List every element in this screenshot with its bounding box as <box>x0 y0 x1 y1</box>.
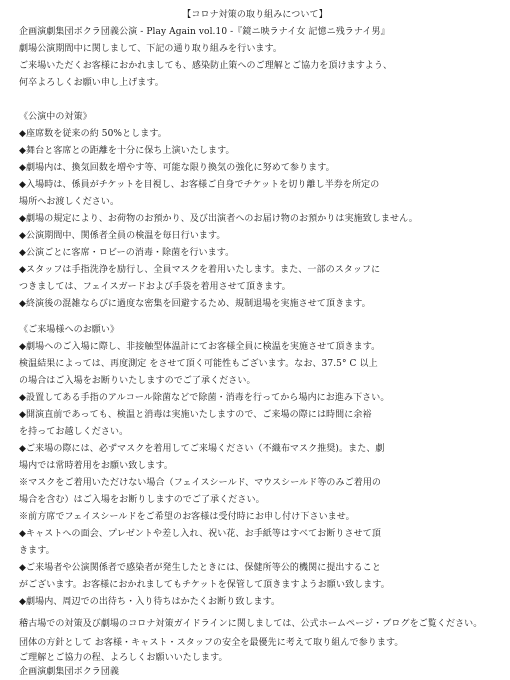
request-line: ◆キャストへの面会、プレゼントや差し入れ、祝い花、お手紙等はすべてお断りさせて頂 <box>19 529 381 539</box>
request-line: ◆劇場内、周辺での出待ち・入り待ちはかたくお断り致します。 <box>19 597 281 607</box>
request-line: きます。 <box>19 546 55 556</box>
intro-line: 劇場公演期間中に関しまして、下記の通り取り組みを行います。 <box>19 44 283 54</box>
measure-line: ◆座席数を従来の約 50%とします。 <box>19 129 167 139</box>
intro-line: 企画演劇集団ボクラ団義公演 - Play Again vol.10 -『鏡ニ映ラナイ女 記憶ニ残ラナイ男』 <box>19 27 390 37</box>
measure-line: ◆スタッフは手指洗浄を励行し、全員マスクを着用いたします。また、一部のスタッフに <box>19 265 381 275</box>
request-line: 検温結果によっては、再度測定 をさせて頂く可能性もございます。なお、37.5° C 以上 <box>19 359 378 369</box>
measure-line: ◆入場時は、係員がチケットを目視し、お客様ご自身でチケットを切り離し半券を所定の <box>19 180 380 190</box>
measure-line: ◆公演期間中、関係者全員の検温を毎日行います。 <box>19 231 226 241</box>
request-line: ◆劇場へのご入場に際し、非接触型体温計にてお客様全員に検温を実施させて頂きます。 <box>19 342 381 352</box>
request-line: ※前方席でフェイスシールドをご希望のお客様は受付時にお申し付け下さいませ。 <box>19 512 355 522</box>
request-line: の場合はご入場をお断りいたしますのでご了承ください。 <box>19 376 256 386</box>
measure-line: ◆劇場の規定により、お荷物のお預かり、及び出演者へのお届け物のお預かりは実施致しません。 <box>19 214 418 224</box>
notice-title: 【コロナ対策の取り組みについて】 <box>182 10 328 20</box>
closing-line: ご理解とご協力の程、よろしくお願いいたします。 <box>19 653 228 663</box>
intro-line: 何卒よろしくお願い申し上げます。 <box>19 78 164 88</box>
measure-line: ◆劇場内は、換気回数を増やす等、可能な限り換気の強化に努めて参ります。 <box>19 163 335 173</box>
closing-line: 団体の方針として お客様・キャスト・スタッフの安全を最優先に考えて取り組んで参ります。 <box>19 638 404 648</box>
measure-line: ◆終演後の混雑ならびに過度な密集を回避するため、規制退場を実施させて頂きます。 <box>19 299 371 309</box>
request-line: ◆ご来場者や公演関係者で感染者が発生したときには、保健所等公的機関に提出すること <box>19 563 381 573</box>
request-line: ◆開演直前であっても、検温と消毒は実施いたしますので、ご来場の際には時間に余裕 <box>19 410 372 420</box>
request-line: ◆ご来場の際には、必ずマスクを着用してご来場ください（不織布マスク推奨)。また、劇 <box>19 444 385 454</box>
organizer-signature: 企画演劇集団ボクラ団義 <box>19 667 120 677</box>
request-line: 場合を含む）はご入場をお断りしますのでご了承ください。 <box>19 495 265 505</box>
measure-line: つきましては、フェイスガードおよび手袋を着用させて頂きます。 <box>19 282 291 292</box>
intro-line: ご来場いただくお客様におかれましても、感染防止策へのご理解とご協力を頂けますよう、 <box>19 61 393 71</box>
request-line: を持ってお越しください。 <box>19 427 129 437</box>
request-line: ◆設置してある手指のアルコール除菌などで除菌・消毒を行ってから場内にお進み下さい。 <box>19 393 390 403</box>
section-heading-visitor-requests: 《ご来場様へのお願い》 <box>19 325 120 335</box>
request-line: がございます。お客様におかれましてもチケットを保管して頂きますようお願い致します。 <box>19 580 390 590</box>
guidelines-note: 稽古場での対策及び劇場のコロナ対策ガイドラインに関しましては、公式ホームページ・ブログをご覧ください。 <box>19 619 483 629</box>
measure-line: 場所へお渡しください。 <box>19 197 120 207</box>
section-heading-during-performance: 《公演中の対策》 <box>19 112 92 122</box>
measure-line: ◆公演ごとに客席・ロビーの消毒・除菌を行います。 <box>19 248 235 258</box>
request-line: ※マスクをご着用いただけない場合（フェイスシールド、マウスシールド等のみご着用の <box>19 478 382 488</box>
request-line: 場内では常時着用をお願い致します。 <box>19 461 173 471</box>
measure-line: ◆舞台と客席との距離を十分に保ち上演いたします。 <box>19 146 235 156</box>
